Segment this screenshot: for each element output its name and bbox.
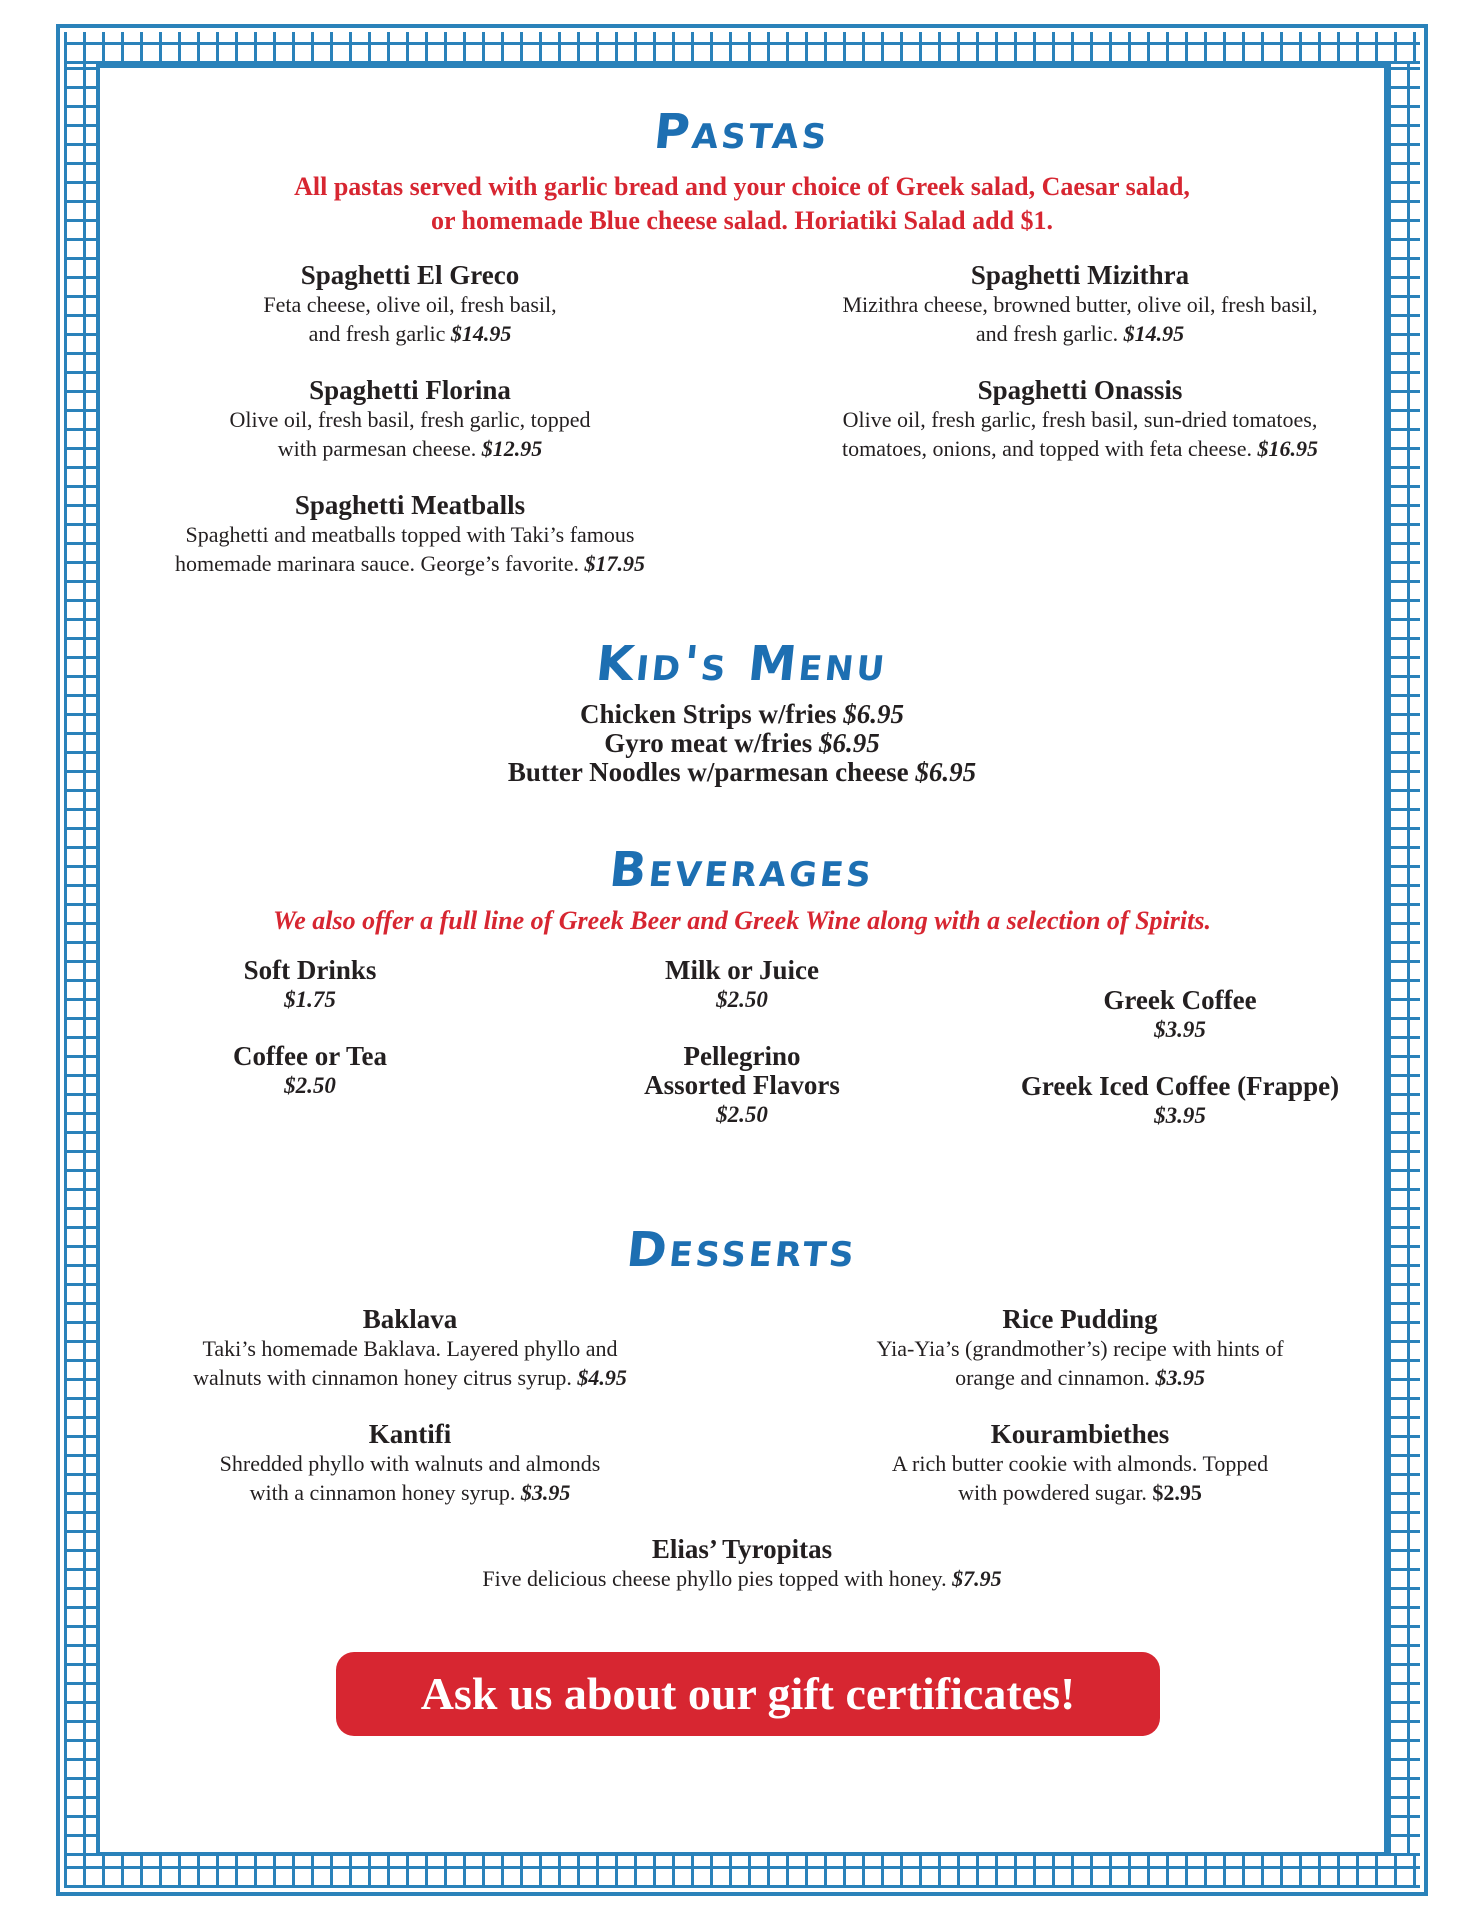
beverage-greek-iced-coffee	[1000, 1072, 1360, 1130]
item-name: Rice Pudding	[1002, 1304, 1158, 1334]
item-price: $6.95	[843, 699, 904, 729]
pastas-note	[0, 170, 1484, 238]
item-name: Pellegrino	[683, 1041, 801, 1071]
item-price: $2.50	[716, 987, 768, 1012]
item-desc-line-2: with powdered sugar.	[958, 1480, 1147, 1505]
item-name: Spaghetti Florina	[309, 375, 511, 405]
desserts-heading: Desserts	[624, 1222, 860, 1278]
item-name: Chicken Strips w/fries	[580, 699, 837, 729]
item-desc-line-2: homemade marinara sauce. George’s favorite.	[175, 551, 579, 576]
item-desc-line-1: A rich butter cookie with almonds. Topped	[891, 1451, 1269, 1476]
list-item	[0, 758, 1484, 787]
beverages-heading: Beverages	[606, 842, 878, 898]
beverages-note: We also offer a full line of Greek Beer and Greek Wine along with a selection of Spirits.	[273, 906, 1211, 935]
item-name-line-2: Assorted Flavors	[644, 1070, 840, 1100]
menu-item-spaghetti-el-greco	[140, 260, 680, 348]
item-name: Kantifi	[368, 1419, 452, 1449]
menu-item-kantifi	[140, 1419, 680, 1507]
item-price: $2.50	[716, 1102, 768, 1127]
item-name: Greek Iced Coffee (Frappe)	[1020, 1071, 1340, 1101]
kids-menu-list	[0, 700, 1484, 787]
item-desc-line-1: Spaghetti and meatballs topped with Taki’s famous	[185, 522, 635, 547]
item-price: $16.95	[1257, 436, 1318, 461]
menu-item-rice-pudding	[800, 1304, 1360, 1392]
item-name: Kourambiethes	[990, 1419, 1170, 1449]
item-desc-line-1: Olive oil, fresh garlic, fresh basil, sun-dried tomatoes,	[842, 407, 1318, 432]
menu-item-spaghetti-florina	[140, 375, 680, 463]
item-name: Baklava	[362, 1304, 458, 1334]
pastas-heading: Pastas	[651, 104, 833, 160]
item-desc-line-2: with parmesan cheese.	[277, 436, 477, 461]
item-desc-line-2: and fresh garlic.	[975, 321, 1119, 346]
item-desc-line-1: Shredded phyllo with walnuts and almonds	[219, 1451, 601, 1476]
item-price: $2.50	[284, 1073, 336, 1098]
item-price: $4.95	[577, 1365, 627, 1390]
item-name: Spaghetti El Greco	[300, 260, 520, 290]
kids-menu-heading: Kid's Menu	[593, 636, 891, 692]
item-name: Coffee or Tea	[233, 1041, 387, 1071]
item-name: Butter Noodles w/parmesan cheese	[507, 757, 909, 787]
item-desc-line-1: Mizithra cheese, browned butter, olive oil, fresh basil,	[842, 292, 1318, 317]
item-name: Greek Coffee	[1103, 985, 1257, 1015]
item-price: $2.95	[1152, 1480, 1202, 1505]
list-item	[0, 729, 1484, 758]
beverage-milk-or-juice	[582, 956, 902, 1014]
pastas-note-line-2: or homemade Blue cheese salad. Horiatiki Salad add $1.	[430, 206, 1054, 235]
item-desc-line-1: Feta cheese, olive oil, fresh basil,	[263, 292, 557, 317]
item-desc-line-1: Olive oil, fresh basil, fresh garlic, topped	[229, 407, 591, 432]
item-name: Gyro meat w/fries	[604, 728, 813, 758]
item-price: $3.95	[1154, 1103, 1206, 1128]
beverage-coffee-or-tea	[160, 1042, 460, 1100]
item-name: Spaghetti Onassis	[977, 375, 1183, 405]
item-price: $14.95	[450, 321, 512, 346]
gift-certificates-banner: Ask us about our gift certificates!	[336, 1652, 1160, 1736]
item-desc-line-2: walnuts with cinnamon honey citrus syrup.	[193, 1365, 572, 1390]
menu-item-kourambiethes	[800, 1419, 1360, 1507]
item-price: $6.95	[818, 728, 880, 758]
item-desc-line-2: with a cinnamon honey syrup.	[249, 1480, 516, 1505]
item-desc-line-2: and fresh garlic	[308, 321, 446, 346]
item-name: Spaghetti Mizithra	[970, 260, 1190, 290]
menu-item-elias-tyropitas	[340, 1534, 1144, 1593]
beverage-soft-drinks	[160, 956, 460, 1014]
item-price: $12.95	[481, 436, 543, 461]
item-name: Milk or Juice	[665, 955, 819, 985]
menu-item-baklava	[140, 1304, 680, 1392]
item-price: $3.95	[1155, 1365, 1205, 1390]
item-desc-line-1: Five delicious cheese phyllo pies topped with honey.	[482, 1566, 947, 1591]
item-name: Spaghetti Meatballs	[294, 490, 526, 520]
item-desc-line-2: orange and cinnamon.	[955, 1365, 1150, 1390]
item-price: $6.95	[915, 757, 977, 787]
item-price: $17.95	[584, 551, 645, 576]
beverage-greek-coffee	[1000, 986, 1360, 1044]
item-price: $3.95	[1154, 1017, 1206, 1042]
item-desc-line-1: Taki’s homemade Baklava. Layered phyllo and	[202, 1336, 618, 1361]
pastas-note-line-1: All pastas served with garlic bread and your choice of Greek salad, Caesar salad,	[294, 172, 1190, 201]
menu-item-spaghetti-meatballs	[130, 490, 690, 578]
item-desc-line-1: Yia-Yia’s (grandmother’s) recipe with hints of	[876, 1336, 1284, 1361]
menu-item-spaghetti-onassis	[800, 375, 1360, 463]
item-name: Elias’ Tyropitas	[651, 1534, 833, 1564]
item-price: $1.75	[284, 987, 336, 1012]
item-desc-line-2: tomatoes, onions, and topped with feta cheese.	[842, 436, 1252, 461]
item-price: $7.95	[952, 1566, 1002, 1591]
item-price: $3.95	[520, 1480, 571, 1505]
list-item	[0, 700, 1484, 729]
item-price: $14.95	[1123, 321, 1185, 346]
beverage-pellegrino	[582, 1042, 902, 1129]
item-name: Soft Drinks	[243, 955, 377, 985]
menu-item-spaghetti-mizithra	[800, 260, 1360, 348]
